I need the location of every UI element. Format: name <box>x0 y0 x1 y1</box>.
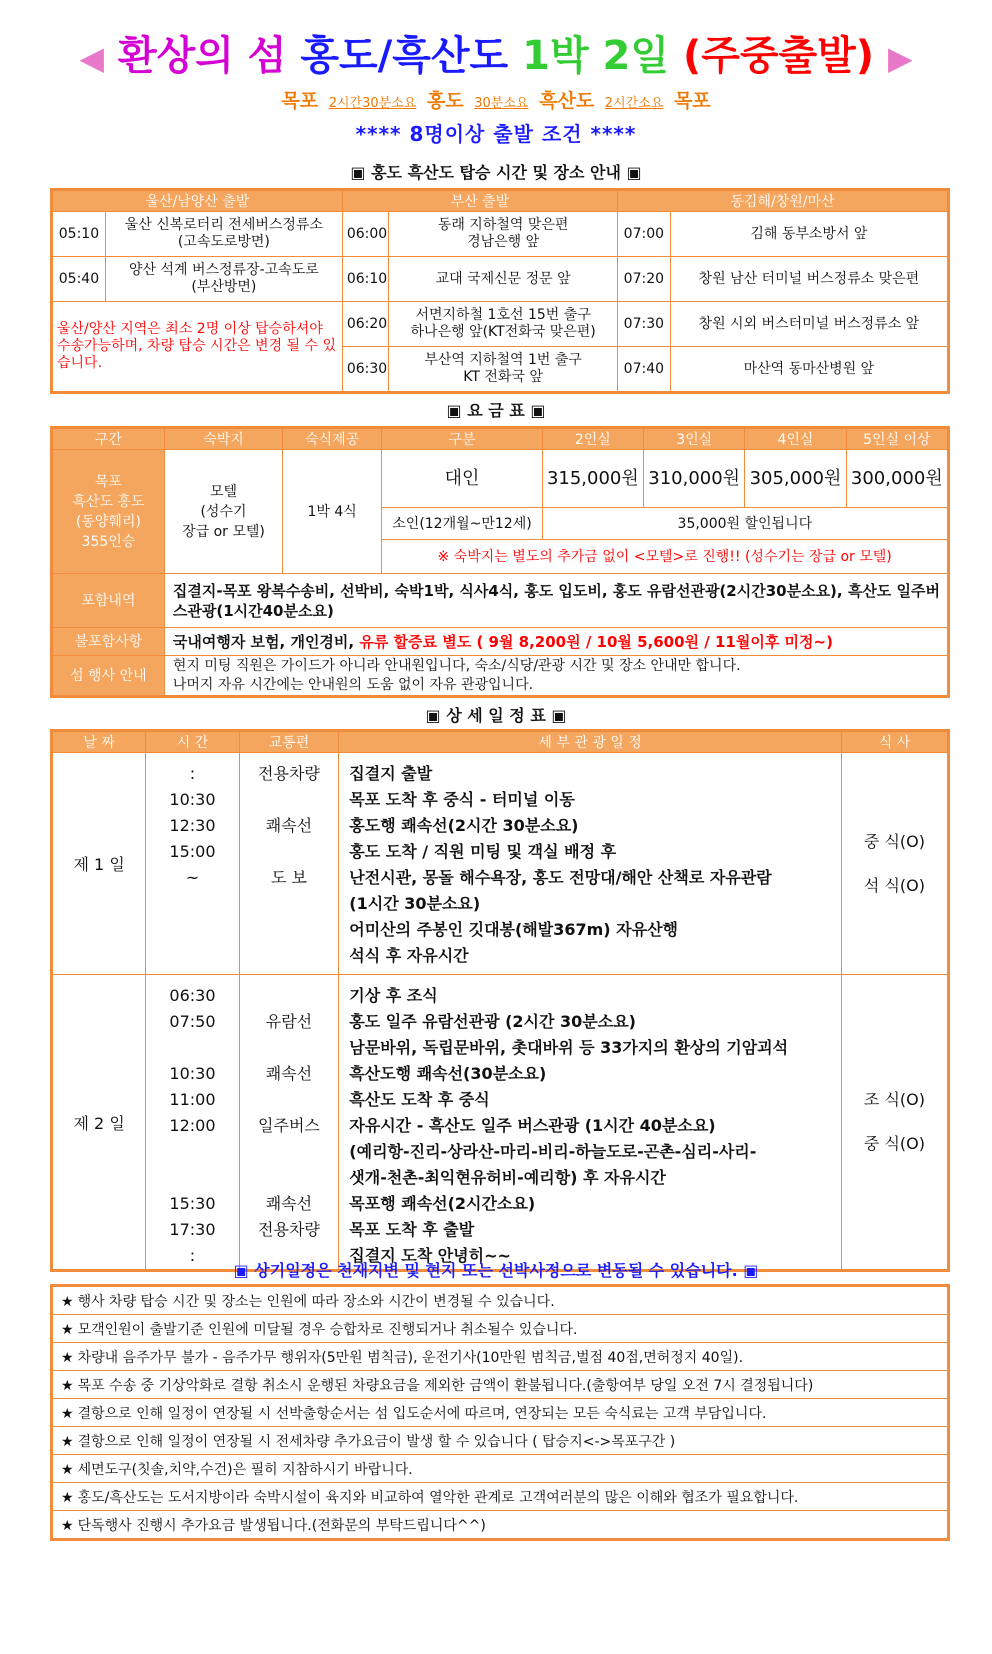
child-discount: 35,000원 할인됩니다 <box>542 508 947 540</box>
note-text: 목포 수송 중 기상악화로 결항 취소시 운행된 차량요금을 제외한 금액이 환불됩니다.(출항여부 당일 오전 7시 결정됩니다) <box>77 1377 814 1394</box>
boarding-place: 창원 시외 버스터미널 버스정류소 앞 <box>670 302 947 347</box>
meal-item: 중 식(O) <box>863 831 925 851</box>
boarding-time: 06:10 <box>342 257 389 302</box>
time-item: : <box>189 764 196 783</box>
transport-item <box>244 1087 335 1113</box>
transport-item <box>244 983 335 1009</box>
transport-item: 일주버스 <box>258 1116 320 1135</box>
transport-item: 전용차량 <box>258 1220 320 1239</box>
lodging-line: 장급 or 모텔) <box>182 523 265 540</box>
star-icon: ★ <box>61 1293 74 1310</box>
activity-item: 흑산도행 쾌속선(30분소요) <box>349 1064 547 1083</box>
activity-item: 홍도 도착 / 직원 미팅 및 객실 배정 후 <box>349 842 617 861</box>
activity-item: 홍도 일주 유람선관광 (2시간 30분소요) <box>349 1012 636 1031</box>
star-icon: ★ <box>61 1349 74 1366</box>
times-cell <box>146 753 239 975</box>
place-sub: KT 전화국 앞 <box>463 369 543 385</box>
note-item <box>53 1343 948 1371</box>
table-row <box>53 753 948 975</box>
activity-item: 목포 도착 후 중식 - 터미널 이동 <box>349 790 575 809</box>
note-text: 단독행사 진행시 추가요금 발생됩니다.(전화문의 부탁드립니다^^) <box>77 1517 486 1534</box>
note-text: 홍도/흑산도는 도서지방이라 숙박시설이 육지와 비교하여 열악한 관계로 고객여러분의 많은 이해와 협조가 필요합니다. <box>77 1489 799 1506</box>
price-section-title: ▣ 요 금 표 ▣ <box>446 401 546 420</box>
guide-label: 섬 행사 안내 <box>53 656 165 696</box>
meal-item: 조 식(O) <box>863 1090 925 1109</box>
transport-cell <box>239 753 339 975</box>
note-text: 세면도구(칫솔,치약,수건)은 필히 지참하시기 바랍니다. <box>77 1461 413 1478</box>
time-item: : <box>189 1246 196 1265</box>
boarding-place <box>105 257 342 302</box>
boarding-header: 울산/남양산 출발 <box>53 191 343 212</box>
place-main: 서면지하철 1호선 15번 출구 <box>415 307 591 323</box>
schedule-header: 식 사 <box>841 732 947 753</box>
note-item <box>53 1455 948 1483</box>
boarding-time: 07:40 <box>617 347 670 392</box>
excluded-black: 국내여행자 보험, 개인경비, <box>172 632 360 651</box>
note-row <box>53 1315 948 1343</box>
boarding-time: 07:00 <box>617 212 670 257</box>
star-icon: ★ <box>61 1461 74 1478</box>
star-icon: ★ <box>61 1489 74 1506</box>
activity-item: 샛개-천촌-최익현유허비-예리항) 후 자유시간 <box>349 1168 666 1187</box>
schedule-header: 교통편 <box>239 732 339 753</box>
route-line-text: 목포 <box>94 473 122 490</box>
activities-cell <box>339 753 842 975</box>
triangle-left-icon: ◀ <box>79 39 104 77</box>
time-item: 10:30 <box>169 1064 216 1083</box>
time-item: 06:30 <box>169 986 216 1005</box>
price-header: 구간 <box>53 429 165 450</box>
note-row <box>53 1371 948 1399</box>
meal-item: 석 식(O) <box>863 875 925 895</box>
schedule-table <box>52 731 948 1270</box>
route-line-text: 355인승 <box>81 533 136 550</box>
table-row <box>53 628 948 656</box>
table-row <box>53 656 948 696</box>
boarding-time: 05:40 <box>53 257 106 302</box>
excluded-label: 불포함사항 <box>53 628 165 656</box>
adult-price: 305,000원 <box>745 450 846 508</box>
note-item <box>53 1315 948 1343</box>
table-row <box>53 302 948 347</box>
note-item <box>53 1287 948 1315</box>
transport-item <box>244 1139 335 1165</box>
schedule-section-title: ▣ 상 세 일 정 표 ▣ <box>425 706 567 725</box>
title-part2: 홍도/흑산도 <box>300 33 509 79</box>
boarding-header: 부산 출발 <box>342 191 617 212</box>
route-stop: 흑산도 <box>539 90 595 112</box>
table-row <box>53 574 948 628</box>
boarding-place <box>105 212 342 257</box>
star-icon: ★ <box>61 1321 74 1338</box>
transport-item <box>244 1165 335 1191</box>
route-stop: 목포 <box>281 90 319 112</box>
activity-item: 자유시간 - 흑산도 일주 버스관광 (1시간 40분소요) <box>349 1116 716 1135</box>
transport-item: 쾌속선 <box>265 1064 313 1083</box>
route-duration: 2시간소요 <box>604 96 664 111</box>
star-icon: ★ <box>61 1517 74 1534</box>
lodging-line: (성수기 <box>200 503 247 520</box>
title-part4: (주중출발) <box>682 33 875 79</box>
boarding-place: 교대 국제신문 정문 앞 <box>389 257 618 302</box>
route-duration: 2시간30분소요 <box>328 96 417 111</box>
transport-item <box>244 1035 335 1061</box>
times-cell <box>146 975 239 1270</box>
activity-item: 남문바위, 독립문바위, 촛대바위 등 33가지의 환상의 기암괴석 <box>349 1038 789 1057</box>
activity-item: 집결지 출발 <box>349 764 433 783</box>
note-item <box>53 1399 948 1427</box>
boarding-time: 06:00 <box>342 212 389 257</box>
boarding-time: 05:10 <box>53 212 106 257</box>
boarding-place <box>389 212 618 257</box>
boarding-place <box>389 302 618 347</box>
place-main: 동래 지하철역 맞은편 <box>437 217 569 233</box>
table-row <box>53 450 948 508</box>
place-main: 부산역 지하철역 1번 출구 <box>424 352 582 368</box>
star-icon: ★ <box>61 1433 74 1450</box>
note-row <box>53 1427 948 1455</box>
ulsan-note: 울산/양산 지역은 최소 2명 이상 탑승하셔야 수송가능하며, 차량 탑승 시간은 변경 될 수 있습니다. <box>53 302 343 392</box>
boarding-place: 김해 동부소방서 앞 <box>670 212 947 257</box>
route-line-text: 흑산도 홍도 <box>72 493 145 510</box>
activities-cell <box>339 975 842 1270</box>
excluded-red: 유류 할증료 별도 ( 9월 8,200원 / 10월 5,600원 / 11월이후 미정~) <box>359 632 833 651</box>
table-row <box>53 975 948 1270</box>
transport-item: 도 보 <box>270 868 307 887</box>
note-item <box>53 1427 948 1455</box>
note-row <box>53 1399 948 1427</box>
guide-text <box>164 656 947 696</box>
lodging-line: 모텔 <box>209 483 237 500</box>
activity-item: 홍도행 쾌속선(2시간 30분소요) <box>349 816 579 835</box>
transport-item: 쾌속선 <box>265 816 313 835</box>
included-label: 포함내역 <box>53 574 165 628</box>
transport-cell <box>239 975 339 1270</box>
price-header: 3인실 <box>644 429 745 450</box>
price-header: 5인실 이상 <box>846 429 947 450</box>
time-item <box>150 1035 234 1061</box>
transport-item <box>244 787 335 813</box>
schedule-header: 날 짜 <box>53 732 146 753</box>
guide-line: 나머지 자유 시간에는 안내원의 도움 없이 자유 관광입니다. <box>172 676 534 693</box>
time-item: 15:00 <box>169 842 216 861</box>
route-stop: 홍도 <box>426 90 464 112</box>
time-item: 12:00 <box>169 1116 216 1135</box>
price-header: 숙식제공 <box>283 429 382 450</box>
adult-price: 310,000원 <box>644 450 745 508</box>
activity-item: 목포 도착 후 출발 <box>349 1220 475 1239</box>
adult-price: 315,000원 <box>542 450 643 508</box>
meal-item: 중 식(O) <box>863 1134 925 1153</box>
time-item: ~ <box>185 868 200 887</box>
included-text: 집결지-목포 왕복수송비, 선박비, 숙박1박, 식사4식, 홍도 입도비, 홍도 유람선관광(2시간30분소요), 흑산도 일주버스관광(1시간40분소요) <box>164 574 947 628</box>
note-text: 결항으로 인해 일정이 연장될 시 선박출항순서는 섬 입도순서에 따르며, 연장되는 모든 숙식료는 고객 부담입니다. <box>77 1405 767 1422</box>
note-row <box>53 1343 948 1371</box>
note-item <box>53 1511 948 1539</box>
schedule-change-notice: ▣ 상기일정은 천재지변 및 현지 또는 선박사정으로 변동될 수 있습니다. ▣ <box>233 1261 759 1280</box>
transport-item: 쾌속선 <box>265 1194 313 1213</box>
place-sub: (부산방면) <box>191 279 257 295</box>
boarding-place: 마산역 동마산병원 앞 <box>670 347 947 392</box>
excluded-text <box>164 628 947 656</box>
note-text: 행사 차량 탑승 시간 및 장소는 인원에 따라 장소와 시간이 변경될 수 있습니다. <box>77 1293 555 1310</box>
note-row <box>53 1455 948 1483</box>
schedule-header: 시 간 <box>146 732 239 753</box>
route-cell <box>53 450 165 574</box>
route-duration: 30분소요 <box>474 96 529 111</box>
note-row <box>53 1511 948 1539</box>
boarding-time: 07:20 <box>617 257 670 302</box>
departure-condition: **** 8명이상 출발 조건 **** <box>355 122 637 146</box>
adult-price: 300,000원 <box>846 450 947 508</box>
activity-item: (예리항-진리-상라산-마리-비리-하늘도로-곤촌-심리-사리- <box>349 1142 757 1161</box>
lodging-note: ※ 숙박지는 별도의 추가금 없이 <모텔>로 진행!! (성수기는 장급 or 모텔) <box>382 540 948 574</box>
route-line <box>0 86 992 113</box>
price-header: 숙박지 <box>164 429 282 450</box>
title-part3: 1박 2일 <box>522 33 669 79</box>
note-row <box>53 1287 948 1315</box>
place-sub: 하나은행 앞(KT전화국 맞은편) <box>410 324 596 340</box>
note-text: 모객인원이 출발기준 인원에 미달될 경우 승합차로 진행되거나 취소될수 있습니다. <box>77 1321 578 1338</box>
time-item <box>150 1139 234 1165</box>
price-header: 4인실 <box>745 429 846 450</box>
table-row <box>53 257 948 302</box>
activity-item: 집결지 도착 안녕히~~ <box>349 1246 511 1265</box>
boarding-time: 06:20 <box>342 302 389 347</box>
note-item <box>53 1371 948 1399</box>
guide-line: 현지 미팅 직원은 가이드가 아니라 안내원입니다, 숙소/식당/관광 시간 및 장소 안내만 합니다. <box>172 657 741 674</box>
activity-item: (1시간 30분소요) <box>349 894 481 913</box>
route-line-text: (동양훼리) <box>75 513 141 530</box>
note-item <box>53 1483 948 1511</box>
boarding-section-title: ▣ 홍도 흑산도 탑승 시간 및 장소 안내 ▣ <box>350 163 642 182</box>
time-item: 11:00 <box>169 1090 216 1109</box>
time-item <box>150 1165 234 1191</box>
price-header: 구분 <box>382 429 542 450</box>
place-sub: 경남은행 앞 <box>467 234 540 250</box>
meals-cell <box>841 975 947 1270</box>
place-sub: (고속도로방면) <box>177 234 270 250</box>
boarding-header: 동김해/창원/마산 <box>617 191 947 212</box>
time-item: 15:30 <box>169 1194 216 1213</box>
star-icon: ★ <box>61 1405 74 1422</box>
route-stop: 목포 <box>673 90 711 112</box>
note-text: 결항으로 인해 일정이 연장될 시 전세차량 추가요금이 발생 할 수 있습니다 ( 탑승지<->목포구간 ) <box>77 1433 676 1450</box>
activity-item: 목포행 쾌속선(2시간소요) <box>349 1194 536 1213</box>
price-table <box>52 428 948 696</box>
time-item: 07:50 <box>169 1012 216 1031</box>
boarding-time: 06:30 <box>342 347 389 392</box>
boarding-place <box>389 347 618 392</box>
boarding-place: 창원 남산 터미널 버스정류소 맞은편 <box>670 257 947 302</box>
boarding-time: 07:30 <box>617 302 670 347</box>
meals-cell <box>841 753 947 975</box>
activity-item: 기상 후 조식 <box>349 986 438 1005</box>
star-icon: ★ <box>61 1377 74 1394</box>
activity-item: 흑산도 도착 후 중식 <box>349 1090 490 1109</box>
transport-item <box>244 839 335 865</box>
meals-cell: 1박 4식 <box>283 450 382 574</box>
title-part1: 환상의 섬 <box>117 33 287 79</box>
triangle-right-icon: ▶ <box>888 39 913 77</box>
table-row <box>53 212 948 257</box>
lodging-cell <box>164 450 282 574</box>
schedule-header: 세 부 관 광 일 정 <box>339 732 842 753</box>
day-label: 제 1 일 <box>53 753 146 975</box>
time-item: 17:30 <box>169 1220 216 1239</box>
time-item: 10:30 <box>169 790 216 809</box>
place-main: 울산 신복로터리 전세버스정류소 <box>124 217 323 233</box>
activity-item: 석식 후 자유시간 <box>349 946 469 965</box>
page-title <box>0 24 992 81</box>
note-text: 차량내 음주가무 불가 - 음주가무 행위자(5만원 범칙금), 운전기사(10만원 범칙금,벌점 40점,면허정지 40일). <box>77 1349 744 1366</box>
child-label: 소인(12개월~만12세) <box>382 508 542 540</box>
boarding-table <box>52 190 948 392</box>
activity-item: 어미산의 주봉인 깃대봉(해발367m) 자유산행 <box>349 920 678 939</box>
transport-item: 전용차량 <box>258 764 320 783</box>
place-main: 양산 석계 버스정류장-고속도로 <box>128 262 319 278</box>
time-item: 12:30 <box>169 816 216 835</box>
adult-label: 대인 <box>382 450 542 508</box>
day-label: 제 2 일 <box>53 975 146 1270</box>
price-header: 2인실 <box>542 429 643 450</box>
activity-item: 난전시관, 몽돌 해수욕장, 홍도 전망대/해안 산책로 자유관람 <box>349 868 772 887</box>
notes-table <box>52 1286 948 1539</box>
note-row <box>53 1483 948 1511</box>
transport-item: 유람선 <box>265 1012 313 1031</box>
